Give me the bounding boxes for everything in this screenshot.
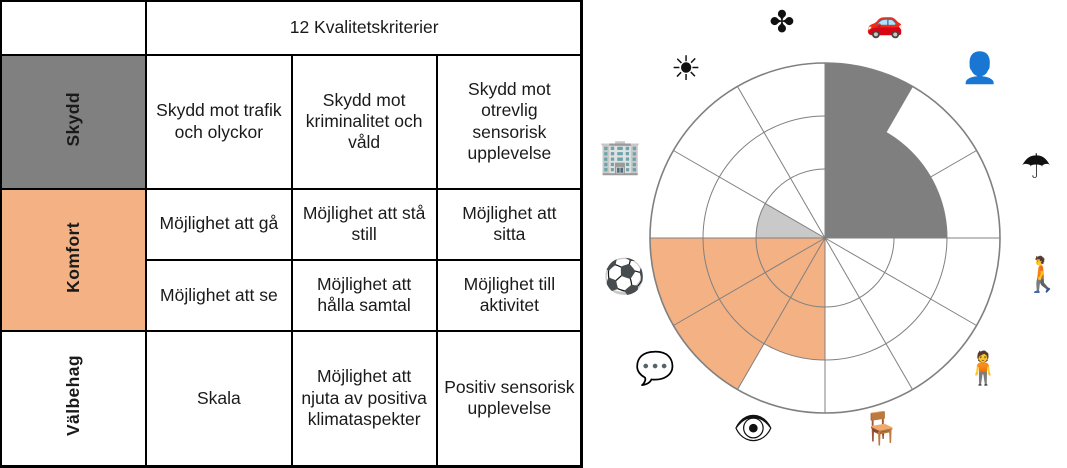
criteria-cell: Möjlighet att gå — [146, 189, 291, 260]
criteria-cell: Positiv sensorisk upplevelse — [437, 331, 582, 467]
criteria-cell: Skydd mot kriminalitet och våld — [292, 55, 437, 189]
criteria-cell: Skydd mot trafik och olyckor — [146, 55, 291, 189]
category-label-komfort — [1, 189, 146, 331]
criteria-cell: Möjlighet att se — [146, 260, 291, 331]
criteria-cell: Möjlighet att hålla samtal — [292, 260, 437, 331]
category-label-komfort-text: Komfort — [62, 221, 83, 293]
category-label-valbehag — [1, 331, 146, 467]
title-spacer — [1, 1, 146, 55]
wheel-spoke — [825, 238, 977, 326]
page-title: 12 Kvalitetskriterier — [146, 1, 582, 55]
category-label-skydd — [1, 55, 146, 189]
criteria-cell: Möjlighet att stå still — [292, 189, 437, 260]
flower-icon: ✤ — [769, 6, 795, 39]
criteria-cell: Skala — [146, 331, 291, 467]
table-title-row — [1, 1, 582, 55]
criteria-cell: Skydd mot otrevlig sensorisk upplevelse — [437, 55, 582, 189]
quality-wheel-panel — [583, 0, 1067, 468]
table-row — [1, 331, 582, 467]
sun-icon: ☀ — [670, 50, 702, 88]
walking-person-icon: 🚶 — [1021, 256, 1064, 294]
wheel-spoke — [673, 151, 825, 239]
criteria-cell: Möjlighet att sitta — [437, 189, 582, 260]
speech-bubbles-icon: 💬 — [635, 350, 675, 386]
standing-person-icon: 🧍 — [963, 350, 1003, 386]
bench-icon: 🪑 — [861, 410, 901, 446]
buildings-icon: 🏢 — [599, 138, 642, 176]
car-icon: 🚗 — [866, 6, 904, 39]
table-row — [1, 189, 582, 260]
category-label-skydd-text: Skydd — [62, 91, 83, 147]
wheel-sectors — [650, 63, 947, 390]
football-icon: ⚽ — [603, 258, 646, 296]
criteria-cell: Möjlighet att njuta av positiva klimataspekter — [292, 331, 437, 467]
mask-icon: 👤 — [961, 52, 999, 85]
criteria-cell: Möjlighet till aktivitet — [437, 260, 582, 331]
rain-cloud-icon: ☂ — [1020, 148, 1052, 186]
wheel-spoke — [825, 238, 913, 390]
table-row — [1, 55, 582, 189]
category-label-valbehag-text: Välbehag — [62, 355, 83, 437]
eye-icon: 👁 — [733, 410, 774, 446]
